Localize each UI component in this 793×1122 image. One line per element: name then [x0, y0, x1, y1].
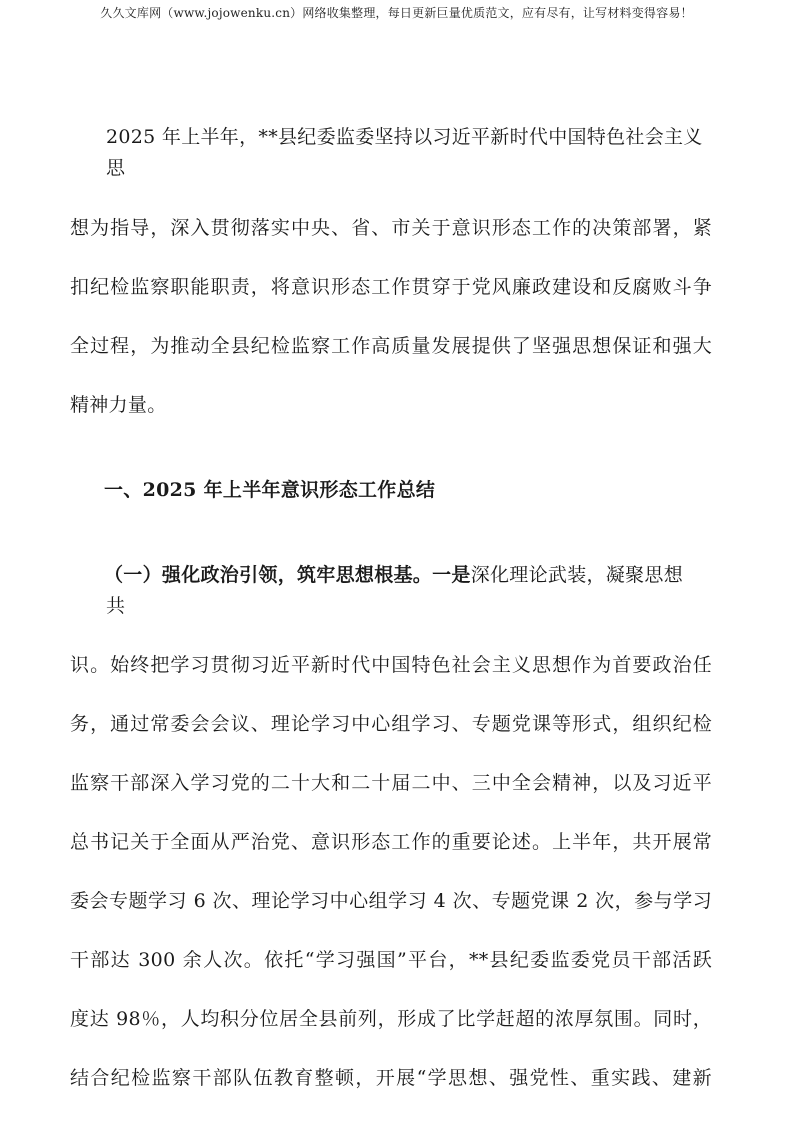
intro-line: 2025 年上半年，**县纪委监委坚持以习近平新时代中国特色社会主义: [106, 126, 703, 148]
body-line: 度达 98％，人均积分位居全县前列，形成了比学赶超的浓厚氛围。同时，: [70, 1008, 712, 1030]
body-line: 监察干部深入学习党的二十大和二十届二中、三中全会精神，以及习近平: [70, 772, 712, 794]
subsection-wrap: 共: [106, 595, 126, 617]
intro-line: 全过程，为推动全县纪检监察工作高质量发展提供了坚强思想保证和强大: [70, 335, 712, 357]
intro-line: 想为指导，深入贯彻落实中央、省、市关于意识形态工作的决策部署，紧: [70, 217, 712, 239]
section-heading: 一、2025 年上半年意识形态工作总结: [104, 479, 436, 501]
body-line: 干部达 300 余人次。依托“学习强国”平台，**县纪委监委党员干部活跃: [70, 949, 712, 971]
intro-line: 精神力量。: [70, 394, 167, 416]
intro-line: 思: [106, 157, 126, 179]
subsection-lead: 深化理论武装，凝聚思想: [470, 564, 684, 586]
subsection-title-line: [104, 563, 683, 587]
subsection-title: （一）强化政治引领，筑牢思想根基。一是: [104, 564, 471, 586]
body-line: 务，通过常委会会议、理论学习中心组学习、专题党课等形式，组织纪检: [70, 713, 712, 735]
body-line: 总书记关于全面从严治党、意识形态工作的重要论述。上半年，共开展常: [70, 831, 712, 853]
body-line: 委会专题学习 6 次、理论学习中心组学习 4 次、专题党课 2 次，参与学习: [70, 890, 712, 912]
site-banner: 久久文库网（www.jojowenku.cn）网络收集整理，每日更新巨量优质范文，应有尽有，让写材料变得容易！: [100, 6, 693, 20]
body-line: 结合纪检监察干部队伍教育整顿，开展“学思想、强党性、重实践、建新: [70, 1067, 712, 1089]
body-line: 识。始终把学习贯彻习近平新时代中国特色社会主义思想作为首要政治任: [70, 654, 712, 676]
intro-line: 扣纪检监察职能职责，将意识形态工作贯穿于党风廉政建设和反腐败斗争: [70, 276, 712, 298]
